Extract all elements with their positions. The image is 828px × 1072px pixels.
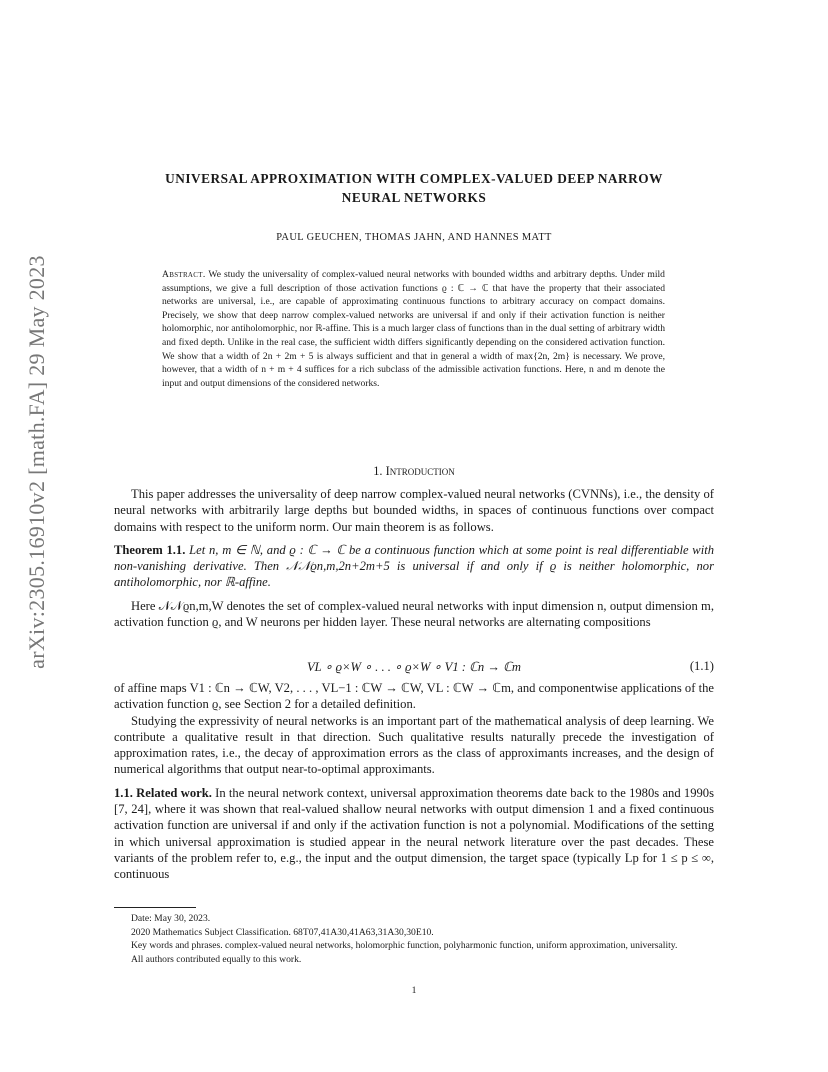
related-work-paragraph bbox=[114, 785, 714, 883]
arxiv-id-text: arXiv:2305.16910v2 [math.FA] 29 May 2023 bbox=[24, 255, 49, 669]
equation-body: VL ∘ ϱ×W ∘ . . . ∘ ϱ×W ∘ V1 : ℂn → ℂm bbox=[306, 660, 522, 674]
abstract-text: We study the universality of complex-valued neural networks with bounded widths and arbitrary depths. Under mild assumptions, we give a full description of those activation functions ϱ : ℂ → ℂ that have the property that their associated networks are universal, i.e., are capable of approximating continuous functions to arbitrary accuracy on compact domains. Precisely, we show that deep narrow complex-valued networks are universal if and only if their activation function is neither holomorphic, nor antiholomorphic, nor ℝ-affine. This is a much larger class of functions than in the dual setting of arbitrary width and fixed depth. Unlike in the real case, the sufficient width differs significantly depending on the considered activation function. We show that a width of 2n + 2m + 5 is always sufficient and that in general a width of max{2n, 2m} is necessary. We prove, however, that a width of n + m + 4 suffices for a rich subclass of the admissible activation functions. Here, n and m denote the input and output dimensions of the considered networks. bbox=[162, 269, 665, 389]
section-title: Introduction bbox=[385, 464, 455, 478]
title-line-2: NEURAL NETWORKS bbox=[341, 190, 487, 205]
equation-number: (1.1) bbox=[689, 659, 714, 673]
section-number: 1. bbox=[373, 464, 383, 478]
footnote-rule bbox=[114, 907, 196, 908]
abstract-label: Abstract. bbox=[162, 269, 206, 280]
equation-1-1 bbox=[114, 659, 714, 677]
intro-paragraph-3: of affine maps V1 : ℂn → ℂW, V2, . . . , VL−1 : ℂW → ℂW, VL : ℂW → ℂm, and componentwise applications of the activation function ϱ, see Section 2 for a detailed definition. bbox=[114, 681, 714, 712]
theorem-text: Let n, m ∈ ℕ, and ϱ : ℂ → ℂ be a continuous function which at some point is real differentiable with non-vanishing derivative. Then 𝒩𝒩ϱn,m,2n+2m+5 is universal if and only if ϱ is neither holomorphic, nor antiholomorphic, nor ℝ-affine. bbox=[114, 542, 714, 590]
footnote-msc: 2020 Mathematics Subject Classification. 68T07,41A30,41A63,31A30,30E10. bbox=[131, 926, 434, 938]
intro-paragraph-4: Studying the expressivity of neural networks is an important part of the mathematical analysis of deep learning. We contribute a qualitative result in that direction. Such qualitative results naturally precede the investigation of approximation rates, i.e., the decay of approximation errors as the class of approximants increases, and the design of numerical algorithms that output near-to-optimal approximants. bbox=[114, 713, 714, 777]
page-number: 1 bbox=[411, 985, 417, 996]
title-line-1: UNIVERSAL APPROXIMATION WITH COMPLEX-VALUED DEEP NARROW bbox=[165, 171, 663, 186]
related-work-text: In the neural network context, universal approximation theorems date back to the 1980s and 1990s [7, 24], where it was shown that real-valued shallow neural networks with output dimension 1 and a fixed continuous activation function are universal if and only if the activation function is not a polynomial. Modifications of the setting in which universal approximation is studied appear in the neural network literature over the past decades. These variants of the problem refer to, e.g., the input and the output dimension, the target space (typically Lp for 1 ≤ p ≤ ∞, continuous bbox=[114, 785, 715, 882]
related-work-label: 1.1. Related work. bbox=[114, 785, 212, 800]
abstract bbox=[162, 268, 665, 390]
arxiv-sidebar-identifier bbox=[22, 255, 52, 669]
intro-block bbox=[114, 486, 714, 630]
footnotes bbox=[114, 912, 714, 967]
footnote-contrib: All authors contributed equally to this work. bbox=[131, 954, 302, 966]
footnote-date: Date: May 30, 2023. bbox=[131, 913, 211, 924]
footnote-keywords: Key words and phrases. complex-valued neural networks, holomorphic function, polyharmonic function, uniform approximation, universality. bbox=[131, 940, 678, 952]
paper-title bbox=[110, 169, 718, 207]
theorem-label: Theorem 1.1. bbox=[114, 542, 186, 557]
theorem-1-1 bbox=[114, 542, 714, 591]
paper-authors: PAUL GEUCHEN, THOMAS JAHN, AND HANNES MATT bbox=[276, 232, 552, 243]
intro-paragraph-2: Here 𝒩𝒩ϱn,m,W denotes the set of complex-valued neural networks with input dimension n, output dimension m, activation function ϱ, and W neurons per hidden layer. These neural networks are alternating compositions bbox=[114, 598, 714, 630]
intro-block-2 bbox=[114, 680, 714, 883]
section-heading-introduction bbox=[114, 464, 714, 479]
intro-paragraph-1: This paper addresses the universality of deep narrow complex-valued neural networks (CVNNs), i.e., the density of neural networks with arbitrarily large depths but bounded widths, in spaces of continuous functions over compact domains with respect to the uniform norm. Our main theorem is as follows. bbox=[114, 487, 714, 534]
